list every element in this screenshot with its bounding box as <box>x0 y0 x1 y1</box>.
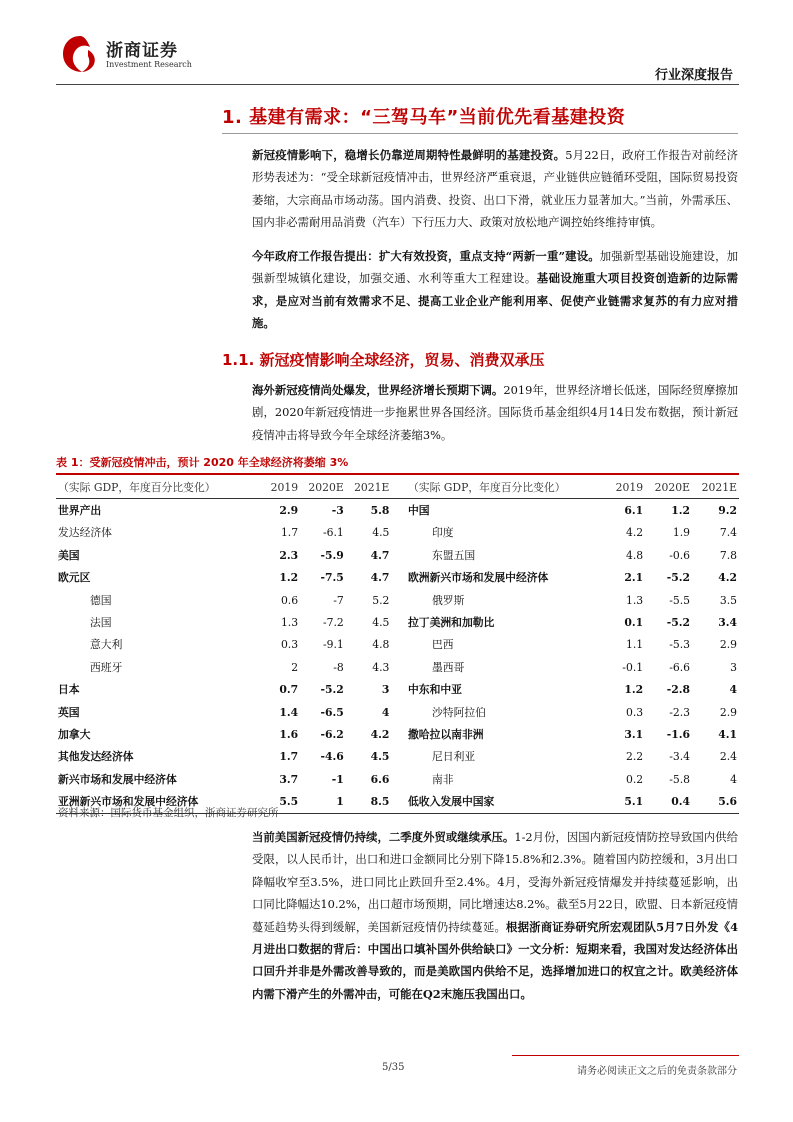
value-2019-left: 1.4 <box>279 705 299 719</box>
table-row <box>56 589 739 611</box>
row-label-left: 加拿大 <box>58 727 91 741</box>
row-label-left: 发达经济体 <box>58 526 112 540</box>
value-2020e-right: -5.2 <box>666 571 691 585</box>
header-cell: （实际 GDP，年度百分比变化） <box>56 476 255 499</box>
paragraph-2 <box>252 245 738 335</box>
value-2020e-left: -6.5 <box>320 705 344 719</box>
value-2021e-right: 3.4 <box>718 616 737 630</box>
value-2021e-right: 7.8 <box>719 548 737 562</box>
paragraph-4-analysis: 根据浙商证券研究所宏观团队5月7日外发《4月进出口数据的背后：中国出口填补国外供给缺口》一文分析：短期来看，我国对发达经济体出口回升并非是外需改善导致的，而是美欧国内供给不足，选择增加进口的权宜之计。欧美经济体内需下滑产生的外需冲击，可能在Q2末施压我国出口。 <box>252 919 738 1001</box>
value-2021e-left: 4.2 <box>370 727 390 741</box>
footer-disclaimer: 请务必阅读正文之后的免责条款部分 <box>577 1066 737 1077</box>
row-label-right: 中东和中亚 <box>407 683 462 697</box>
table-row <box>56 522 739 544</box>
row-label-right: 欧洲新兴市场和发展中经济体 <box>407 571 549 585</box>
value-2020e-right: -1.6 <box>666 727 691 741</box>
value-2019-right: 0.2 <box>625 772 644 786</box>
value-2019-left: 5.5 <box>255 790 298 813</box>
value-2019-left: 2 <box>291 660 299 674</box>
column-gap <box>389 746 408 768</box>
value-2020e-left: -4.6 <box>320 750 344 764</box>
row-label-left: 新兴市场和发展中经济体 <box>58 772 177 786</box>
page-number: 5/35 <box>382 1062 405 1073</box>
row-label-right: 南非 <box>431 772 454 786</box>
value-2020e-left: -6.1 <box>322 526 344 540</box>
value-2019-right: 3.1 <box>624 727 644 741</box>
value-2020e-right: 0.4 <box>643 790 690 813</box>
table-source-note: 资料来源：国际货币基金组织，浙商证券研究所 <box>58 807 279 819</box>
column-gap <box>389 499 408 522</box>
header-cell: 2021E <box>690 476 739 499</box>
column-gap <box>389 790 408 813</box>
column-gap <box>389 589 408 611</box>
table-row <box>56 499 739 522</box>
header-cell: （实际 GDP，年度百分比变化） <box>408 476 599 499</box>
value-2020e-right: -6.6 <box>669 660 691 674</box>
value-2021e-left: 4.8 <box>372 638 390 652</box>
report-type-label: 行业深度报告 <box>654 68 733 83</box>
value-2021e-right: 4 <box>729 683 737 697</box>
value-2020e-right: -5.5 <box>669 593 691 607</box>
value-2021e-left: 4.5 <box>370 750 390 764</box>
column-gap <box>389 723 408 745</box>
row-label-left: 欧元区 <box>58 571 91 585</box>
value-2021e-right: 7.4 <box>719 526 737 540</box>
header-cell: 2019 <box>255 476 298 499</box>
value-2021e-left: 4 <box>381 705 390 719</box>
column-gap <box>389 522 408 544</box>
paragraph-2-conclusion: 基础设施重大项目投资创造新的边际需求，是应对当前有效需求不足、提高工业企业产能利用率、促使产业链需求复苏的有力应对措施。 <box>252 271 738 331</box>
table-row <box>56 679 739 701</box>
value-2019-left: 2.3 <box>279 548 299 562</box>
row-label-left: 世界产出 <box>58 504 102 518</box>
value-2019-left: 3.7 <box>279 772 299 786</box>
value-2019-right: 1.2 <box>624 683 644 697</box>
value-2020e-right: -2.3 <box>669 705 691 719</box>
row-label-left: 西班牙 <box>90 660 123 674</box>
value-2020e-left: -7.2 <box>322 616 344 630</box>
row-label-right: 低收入发展中国家 <box>408 790 599 813</box>
table-header-row <box>56 476 739 499</box>
value-2019-right: 5.1 <box>599 790 643 813</box>
value-2019-right: 0.1 <box>624 616 644 630</box>
paragraph-1-body: 5月22日，政府工作报告对前经济形势表述为：“受全球新冠疫情冲击，世界经济严重衰退，产业链供应链循环受阻，国际贸易投资萎缩，大宗商品市场动荡。国内消费、投资、出口下滑，就业压力显著加大。”当前，外需承压、国内非必需耐用品消费（汽车）下行压力大、政策对放松地产调控始终维持审慎。 <box>252 148 738 230</box>
header-cell: 2020E <box>298 476 344 499</box>
table-row <box>56 746 739 768</box>
column-gap <box>389 679 408 701</box>
row-label-right: 俄罗斯 <box>431 593 465 607</box>
section-title-1-1: 1.1. 新冠疫情影响全球经济，贸易、消费双承压 <box>222 351 545 369</box>
table-row <box>56 701 739 723</box>
header-cell: 2019 <box>599 476 643 499</box>
logo-text-cn: 浙商证券 <box>106 41 178 61</box>
header-cell: 2020E <box>643 476 690 499</box>
row-label-right: 沙特阿拉伯 <box>431 705 486 719</box>
row-label-right: 巴西 <box>431 638 454 652</box>
column-gap <box>389 634 408 656</box>
table-row <box>56 544 739 566</box>
gdp-table <box>56 476 739 814</box>
table-row <box>56 656 739 678</box>
value-2020e-right: -2.8 <box>666 683 691 697</box>
value-2020e-right: -5.2 <box>666 616 691 630</box>
value-2020e-left: -6.2 <box>320 727 344 741</box>
value-2019-right: -0.1 <box>622 660 644 674</box>
value-2020e-left: 1 <box>298 790 344 813</box>
row-label-left: 意大利 <box>90 638 123 652</box>
value-2021e-right: 4 <box>730 772 737 786</box>
value-2019-left: 0.7 <box>279 683 299 697</box>
row-label-right: 拉丁美洲和加勒比 <box>407 616 495 630</box>
value-2021e-right: 4.2 <box>718 571 737 585</box>
value-2019-left: 0.3 <box>280 638 299 652</box>
value-2021e-right: 2.9 <box>719 705 737 719</box>
value-2020e-left: -7 <box>333 593 344 607</box>
value-2021e-right: 5.6 <box>690 790 739 813</box>
paragraph-1-lead: 新冠疫情影响下，稳增长仍靠逆周期特性最鲜明的基建投资。 <box>252 148 566 162</box>
value-2019-right: 2.1 <box>624 571 644 585</box>
table-row <box>56 634 739 656</box>
value-2020e-left: -3 <box>331 504 344 518</box>
value-2021e-right: 3.5 <box>719 593 737 607</box>
row-label-left: 法国 <box>90 616 112 630</box>
value-2020e-left: -7.5 <box>320 571 344 585</box>
column-gap <box>389 567 408 589</box>
value-2019-left: 0.6 <box>280 593 299 607</box>
section-title-underline <box>222 133 738 134</box>
value-2020e-left: -8 <box>333 660 344 674</box>
value-2020e-right: -5.8 <box>669 772 691 786</box>
value-2021e-left: 4.7 <box>370 548 390 562</box>
paragraph-3-body: 2019年，世界经济增长低迷，国际经贸摩擦加剧，2020年新冠疫情进一步拖累世界各国经济。国际货币基金组织4月14日发布数据，预计新冠疫情冲击将导致今年全球经济萎缩3%。 <box>252 383 738 442</box>
row-label-right: 尼日利亚 <box>431 750 476 764</box>
value-2019-right: 2.2 <box>625 750 644 764</box>
column-gap <box>389 701 408 723</box>
value-2021e-right: 3 <box>730 660 737 674</box>
section-title-1: 1. 基建有需求：“三驾马车”当前优先看基建投资 <box>222 107 626 128</box>
table-row <box>56 723 739 745</box>
row-label-left: 德国 <box>90 593 112 607</box>
value-2020e-left: -9.1 <box>322 638 344 652</box>
table-row <box>56 611 739 633</box>
header-divider <box>56 84 739 85</box>
table-top-rule <box>56 473 739 475</box>
value-2021e-left: 4.7 <box>370 571 390 585</box>
value-2019-right: 4.8 <box>625 548 644 562</box>
paragraph-2-body: 加强新型基础设施建设，加强新型城镇化建设，加强交通、水利等重大工程建设。 <box>252 249 738 286</box>
value-2020e-right: 1.9 <box>672 526 691 540</box>
paragraph-2-lead: 今年政府工作报告提出：扩大有效投资，重点支持“两新一重”建设。 <box>252 249 600 263</box>
value-2019-left: 2.9 <box>279 504 299 518</box>
logo-text-en: Investment Research <box>106 60 192 69</box>
value-2020e-right: -3.4 <box>669 750 691 764</box>
row-label-right: 印度 <box>431 526 454 540</box>
value-2021e-left: 4.5 <box>372 616 390 630</box>
row-label-left: 英国 <box>58 705 80 719</box>
table-row <box>56 768 739 790</box>
paragraph-3 <box>252 379 738 446</box>
value-2019-left: 1.7 <box>279 750 299 764</box>
paragraph-4-body: 1-2月份，因国内新冠疫情防控导致国内供给受限，以人民币计，出口和进口金额同比分别下降15.8%和2.3%。随着国内防控缓和，3月出口降幅收窄至3.5%，进口同比止跌回升至2.4%。4月，受海外新冠疫情爆发并持续蔓延影响，出口同比降幅达10.2%，出口超市场预期，同比增速达8.2%。截至5月22日，欧盟、日本新冠疫情蔓延趋势头得到缓解，美国新冠疫情仍持续蔓延。 <box>252 830 738 934</box>
column-gap <box>389 768 408 790</box>
company-logo-icon <box>60 34 100 74</box>
value-2019-left: 1.3 <box>280 616 299 630</box>
row-label-right: 东盟五国 <box>431 548 476 562</box>
footer-divider <box>512 1055 739 1056</box>
value-2021e-right: 9.2 <box>718 504 737 518</box>
column-gap <box>389 611 408 633</box>
value-2019-right: 1.3 <box>625 593 644 607</box>
value-2020e-right: -5.3 <box>669 638 691 652</box>
value-2021e-left: 4.3 <box>372 660 390 674</box>
value-2021e-left: 3 <box>381 683 390 697</box>
value-2019-right: 0.3 <box>625 705 644 719</box>
value-2019-left: 1.6 <box>279 727 299 741</box>
value-2020e-left: -1 <box>331 772 344 786</box>
value-2019-left: 1.2 <box>279 571 299 585</box>
value-2021e-right: 2.4 <box>719 750 737 764</box>
value-2020e-right: -0.6 <box>669 548 691 562</box>
paragraph-1 <box>252 144 738 234</box>
value-2019-right: 6.1 <box>624 504 644 518</box>
row-label-right: 中国 <box>407 504 430 518</box>
row-label-left: 亚洲新兴市场和发展中经济体 <box>56 790 255 813</box>
value-2021e-left: 6.6 <box>370 772 390 786</box>
table-row <box>56 567 739 589</box>
row-label-right: 墨西哥 <box>431 660 465 674</box>
value-2021e-left: 5.8 <box>370 504 390 518</box>
column-gap <box>389 544 408 566</box>
value-2021e-left: 5.2 <box>372 593 390 607</box>
value-2021e-right: 4.1 <box>718 727 737 741</box>
value-2020e-left: -5.2 <box>320 683 344 697</box>
paragraph-4 <box>252 826 738 1005</box>
table-title: 表 1：受新冠疫情冲击，预计 2020 年全球经济将萎缩 3% <box>56 456 349 469</box>
value-2021e-right: 2.9 <box>719 638 737 652</box>
paragraph-3-lead: 海外新冠疫情尚处爆发，世界经济增长预期下调。 <box>252 383 504 397</box>
value-2020e-left: -5.9 <box>320 548 344 562</box>
value-2021e-left: 4.5 <box>372 526 390 540</box>
value-2019-right: 4.2 <box>625 526 644 540</box>
row-label-left: 其他发达经济体 <box>58 750 134 764</box>
value-2019-right: 1.1 <box>625 638 644 652</box>
row-label-left: 日本 <box>58 683 80 697</box>
value-2021e-left: 8.5 <box>344 790 390 813</box>
header-cell: 2021E <box>344 476 390 499</box>
column-gap <box>389 656 408 678</box>
value-2020e-right: 1.2 <box>671 504 691 518</box>
paragraph-4-lead: 当前美国新冠疫情仍持续，二季度外贸或继续承压。 <box>252 830 515 844</box>
value-2019-left: 1.7 <box>280 526 299 540</box>
row-label-left: 美国 <box>58 548 80 562</box>
row-label-right: 撒哈拉以南非洲 <box>407 727 484 741</box>
